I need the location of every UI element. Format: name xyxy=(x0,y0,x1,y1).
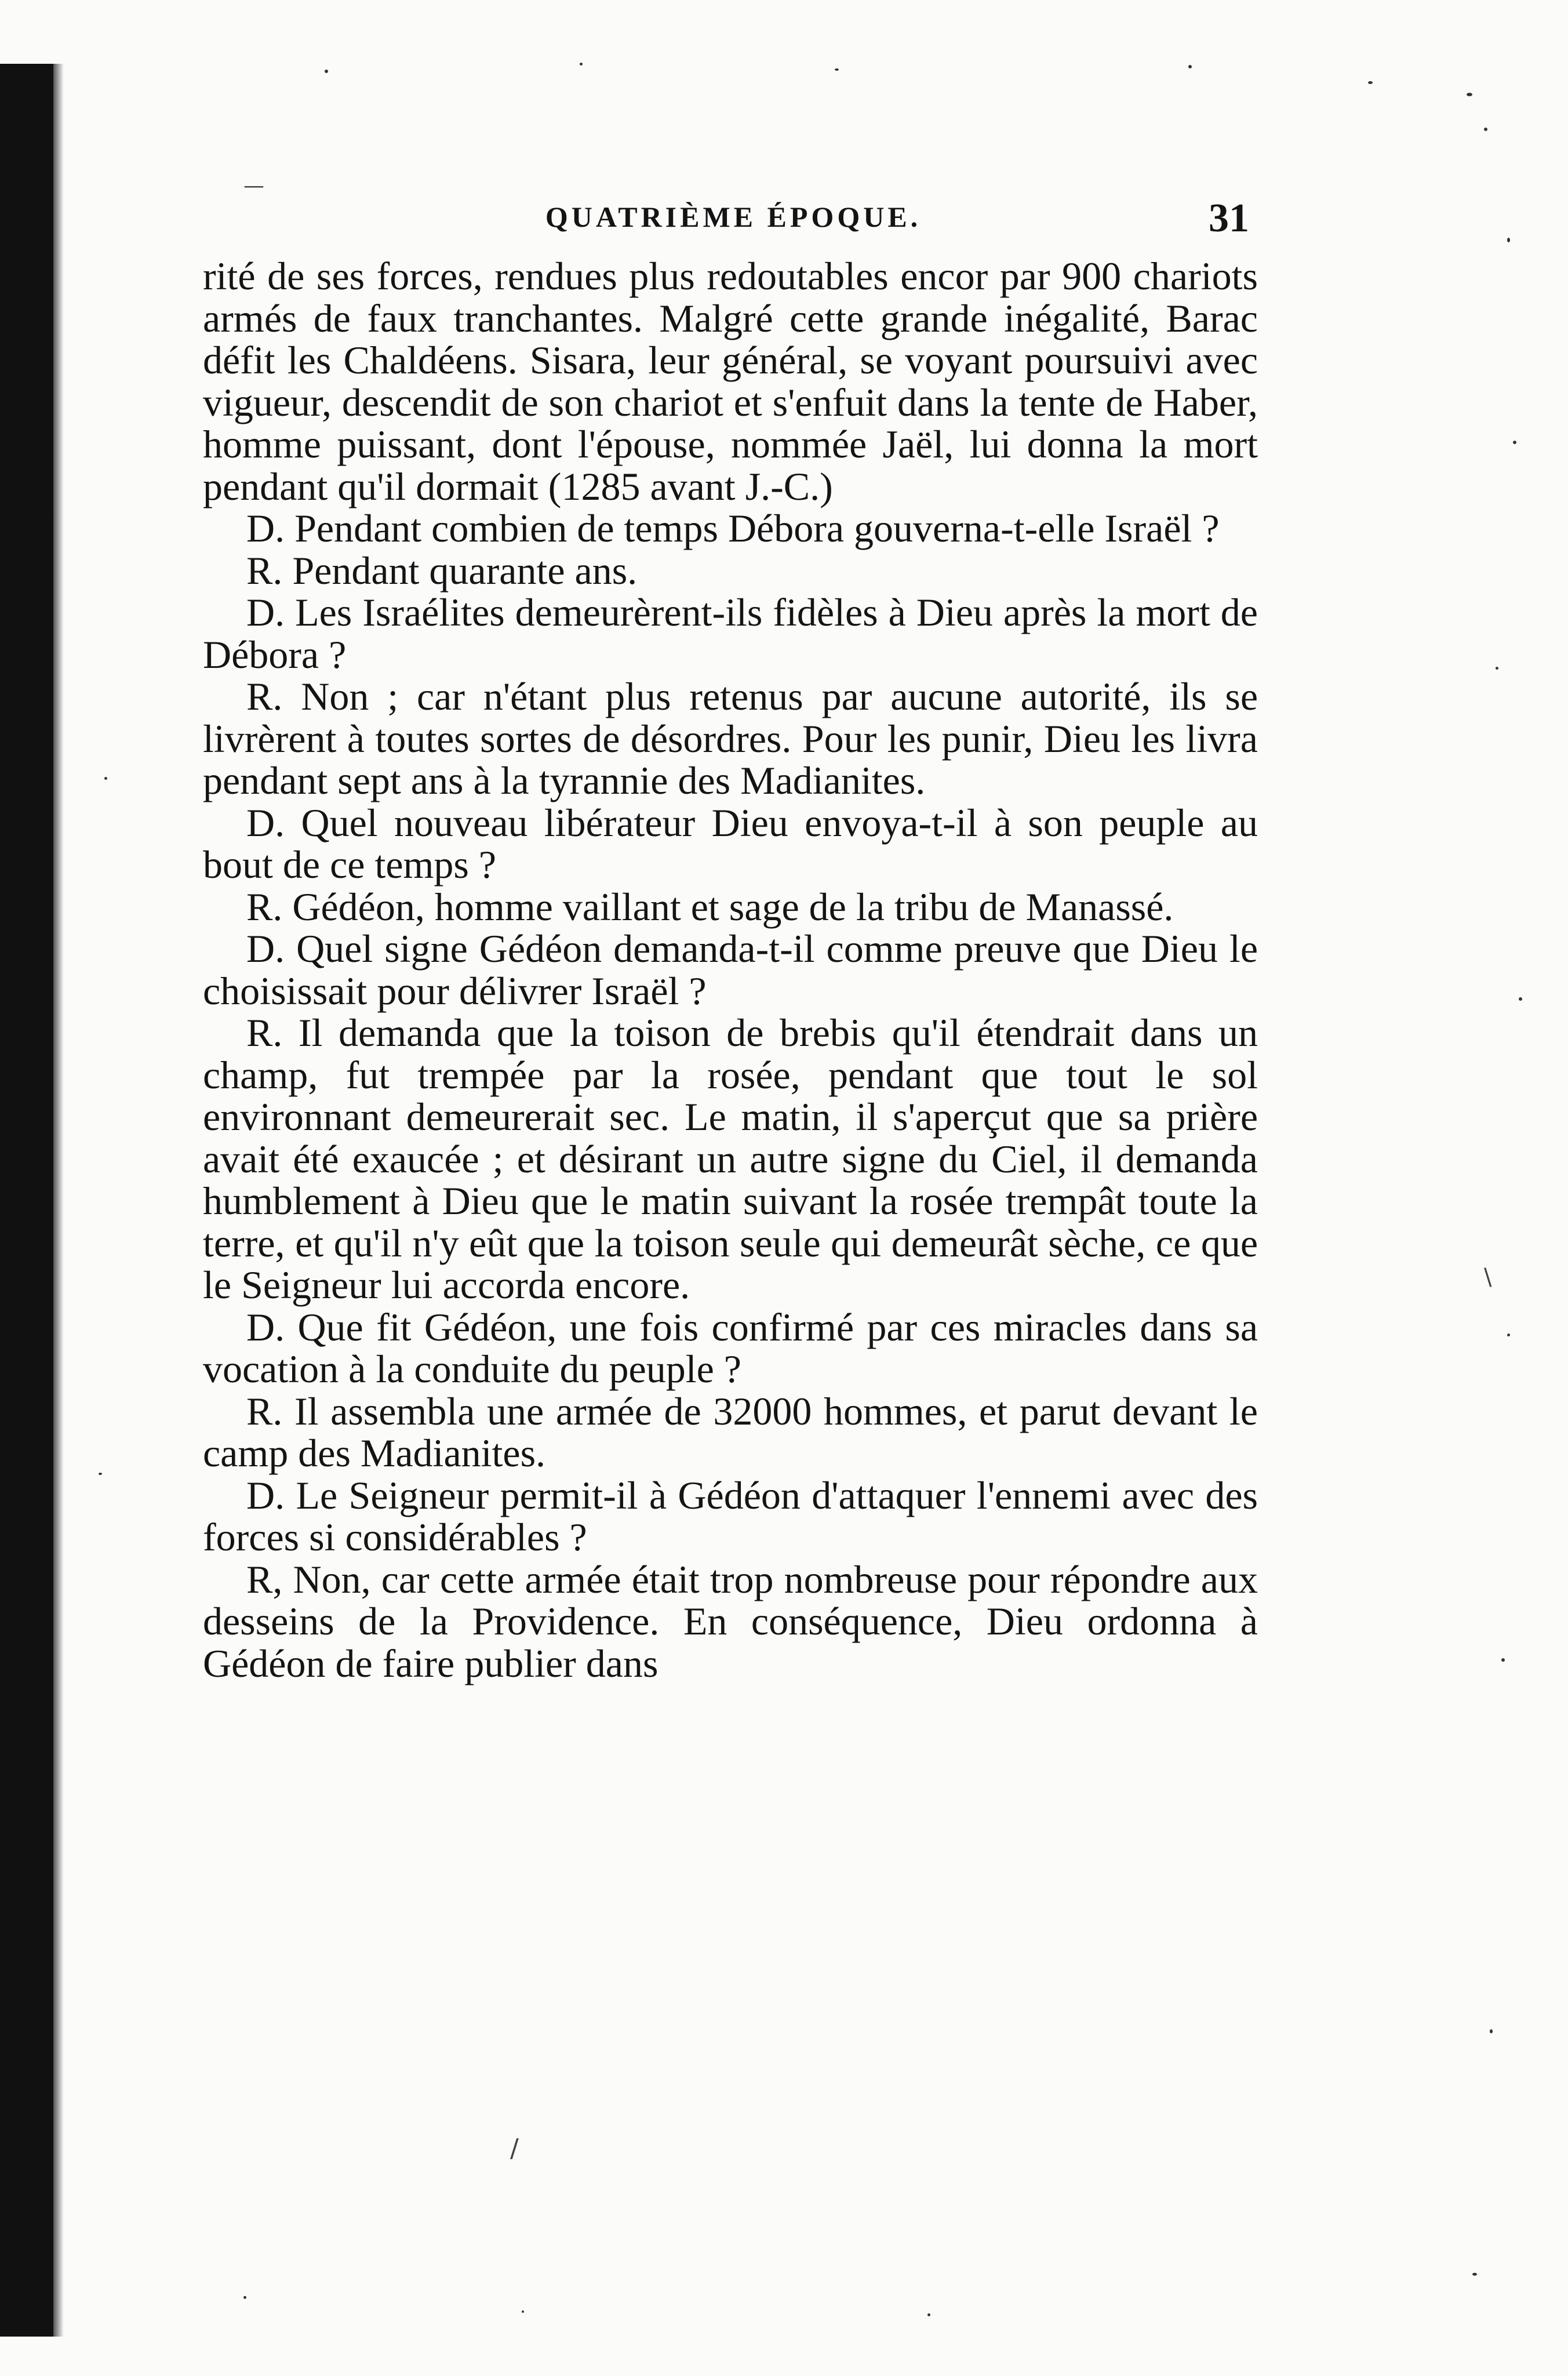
scan-speck xyxy=(835,68,839,71)
scan-speck xyxy=(1507,238,1510,242)
page-number: 31 xyxy=(1209,196,1249,241)
paragraph-answer: R. Non ; car n'étant plus retenus par aucune autorité, ils se livrèrent à toutes sortes de désordres. Pour les punir, Dieu les livra pendant sept ans à la tyrannie des Madianites. xyxy=(203,674,1258,802)
scan-speck xyxy=(1490,2029,1493,2033)
paragraph-answer: R, Non, car cette armée était trop nombreuse pour répondre aux desseins de la Providence. En conséquence, Dieu ordonna à Gédéon de faire publier dans xyxy=(203,1557,1258,1685)
body-text xyxy=(203,255,1258,1684)
paragraph-answer: R. Il demanda que la toison de brebis qu'il étendrait dans un champ, fut trempée par la rosée, pendant que tout le sol environnant demeurerait sec. Le matin, il s'aperçut que sa prière avait été exaucée ; et désirant un autre signe du Ciel, il demanda humblement à Dieu que le matin suivant la rosée trempât toute la terre, et qu'il n'y eût que la toison seule qui demeurât sèche, ce que le Seigneur lui accorda encore. xyxy=(203,1011,1258,1307)
scan-speck xyxy=(1484,128,1487,131)
scan-speck xyxy=(1368,81,1373,84)
paragraph-question: D. Quel signe Gédéon demanda-t-il comme preuve que Dieu le choisissait pour délivrer Israël ? xyxy=(203,927,1258,1013)
page-header xyxy=(206,196,1261,252)
scan-speck xyxy=(522,2310,524,2313)
paragraph-question: D. Le Seigneur permit-il à Gédéon d'attaquer l'ennemi avec des forces si considérables ? xyxy=(203,1473,1258,1559)
paragraph-question: D. Que fit Gédéon, une fois confirmé par ces miracles dans sa vocation à la conduite du peuple ? xyxy=(203,1305,1258,1391)
scan-speck xyxy=(1188,65,1192,68)
scan-speck xyxy=(99,1473,102,1475)
scan-speck xyxy=(1496,667,1498,670)
scan-speck xyxy=(1513,441,1516,444)
scan-mark: \ xyxy=(1484,1264,1492,1291)
paragraph-question: D. Les Israélites demeurèrent-ils fidèles à Dieu après la mort de Débora ? xyxy=(203,590,1258,677)
paragraph-answer: R. Il assembla une armée de 32000 hommes, et parut devant le camp des Madianites. xyxy=(203,1389,1258,1475)
scan-speck xyxy=(927,2313,930,2316)
paragraph-continuation: rité de ses forces, rendues plus redoutables encor par 900 chariots armés de faux tranchantes. Malgré cette grande inégalité, Barac défit les Chaldéens. Sisara, leur général, se voyant poursuivi avec vigueur, descendit de son chariot et s'enfuit dans la tente de Haber, homme puissant, dont l'épouse, nommée Jaël, lui donna la mort pendant qu'il dormait (1285 avant J.-C.) xyxy=(203,254,1258,508)
scan-speck xyxy=(1467,93,1472,96)
scan-speck xyxy=(325,70,328,73)
scan-speck xyxy=(104,777,107,780)
scan-speck xyxy=(1472,2273,1477,2276)
binding-shadow xyxy=(53,64,64,2337)
paragraph-answer: R. Gédéon, homme vaillant et sage de la tribu de Manassé. xyxy=(246,884,1174,929)
scan-speck xyxy=(243,2296,246,2299)
scan-mark: / xyxy=(510,2134,519,2163)
paragraph-question: D. Pendant combien de temps Débora gouverna-t-elle Israël ? xyxy=(246,506,1220,550)
scan-speck xyxy=(580,63,583,66)
paragraph-question: D. Quel nouveau libérateur Dieu envoya-t-il à son peuple au bout de ce temps ? xyxy=(203,800,1258,887)
binding-edge xyxy=(0,64,53,2337)
scan-speck xyxy=(1501,1658,1505,1662)
running-head: QUATRIÈME ÉPOQUE. xyxy=(545,201,922,233)
scan-mark: — xyxy=(243,174,264,198)
scan-speck xyxy=(1519,997,1522,1001)
paragraph-answer: R. Pendant quarante ans. xyxy=(246,548,638,593)
scan-speck xyxy=(1507,1334,1510,1336)
